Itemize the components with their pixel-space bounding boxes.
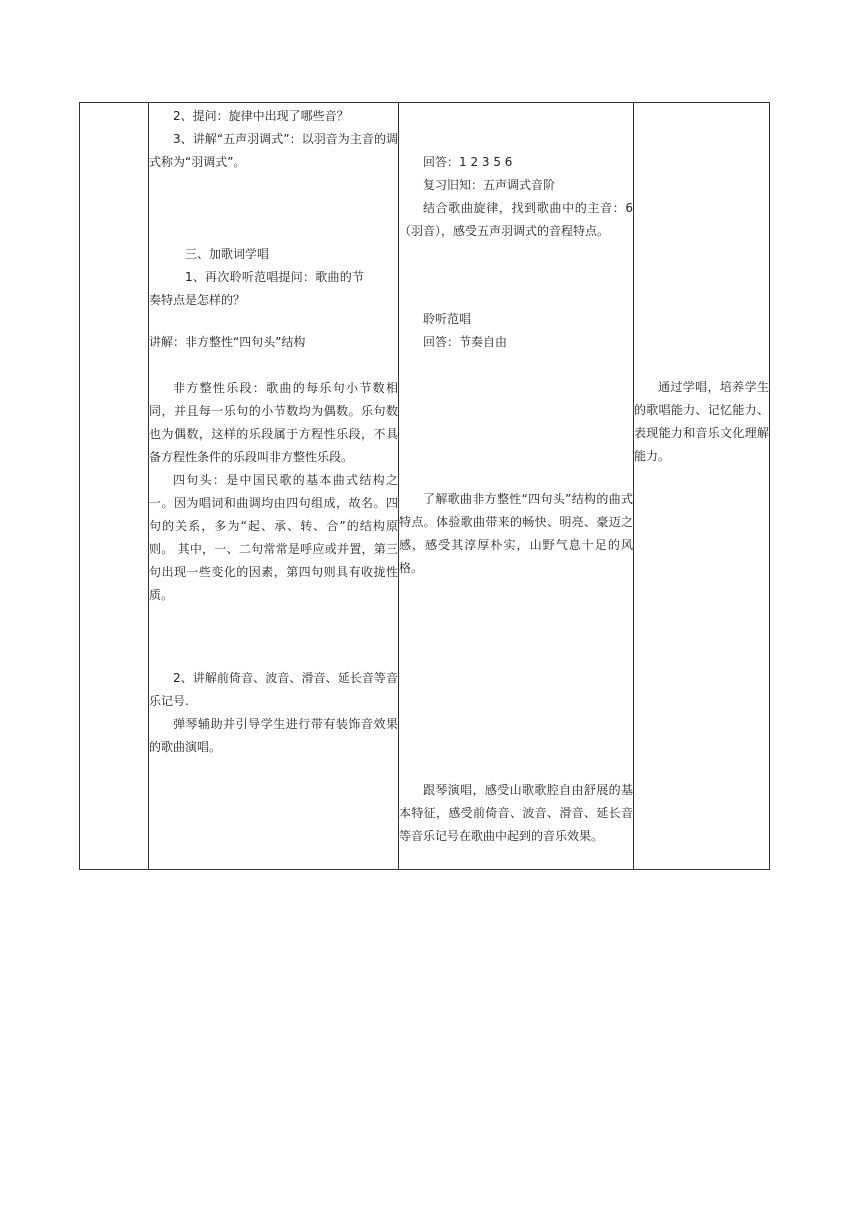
find-tonic: 结合歌曲旋律，找到歌曲中的主音：6（羽音），感受五声羽调式的音程特点。 [399,201,633,238]
answer-notes: 回答：1 2 3 5 6 [423,155,513,169]
answer-rhythm: 回答：节奏自由 [423,335,508,349]
piano-guide: 弹琴辅助并引导学生进行带有装饰音效果的歌曲演唱。 [149,717,398,754]
nonsquare-definition: 非方整性乐段：歌曲的每乐句小节数相同，并且每一乐句的小节数均为偶数。乐句数也为偶数，这样的乐段属于方程性乐段，不具备方程性条件的乐段叫非方整性乐段。 [149,381,398,464]
sijutou-definition: 四句头：是中国民歌的基本曲式结构之一。因为唱词和曲调均由四句组成，故名。四句的关系，多为“起、承、转、合”的结构原则。 其中，一、二句常常是呼应或并置，第三句出现一些变化的因素，第四句则具有收拢性质。 [149,473,398,602]
empty-cell [80,103,149,870]
listen-sample: 聆听范唱 [423,312,472,326]
explain-structure: 讲解：非方整性“四句头”结构 [149,335,306,349]
listen-question: 1、再次聆听范唱提问：歌曲的节奏特点是怎样的？ [149,270,364,307]
question-3: 3、讲解“五声羽调式”：以羽音为主音的调式称为“羽调式”。 [149,132,398,169]
question-2: 2、提问：旋律中出现了哪些音？ [173,109,349,123]
teacher-activity-cell [149,103,399,870]
understand-structure: 了解歌曲非方整性“四句头”结构的曲式特点。体验歌曲带来的畅快、明亮、豪迈之感，感受其淳厚朴实，山野气息十足的风格。 [399,492,633,575]
lesson-plan-table [79,102,770,870]
learning-goal: 通过学唱，培养学生的歌唱能力、记忆能力、表现能力和音乐文化理解能力。 [634,380,769,463]
sing-with-piano: 跟琴演唱，感受山歌歌腔自由舒展的基本特征，感受前倚音、波音、滑音、延长音等音乐记号在歌曲中起到的音乐效果。 [399,783,633,843]
section-3-title: 三、加歌词学唱 [185,247,270,261]
review-scale: 复习旧知：五声调式音阶 [423,178,556,192]
student-activity-cell [399,103,634,870]
goal-cell [634,103,770,870]
ornament-explain: 2、讲解前倚音、波音、滑音、延长音等音乐记号. [149,671,398,708]
table-row [80,103,770,870]
